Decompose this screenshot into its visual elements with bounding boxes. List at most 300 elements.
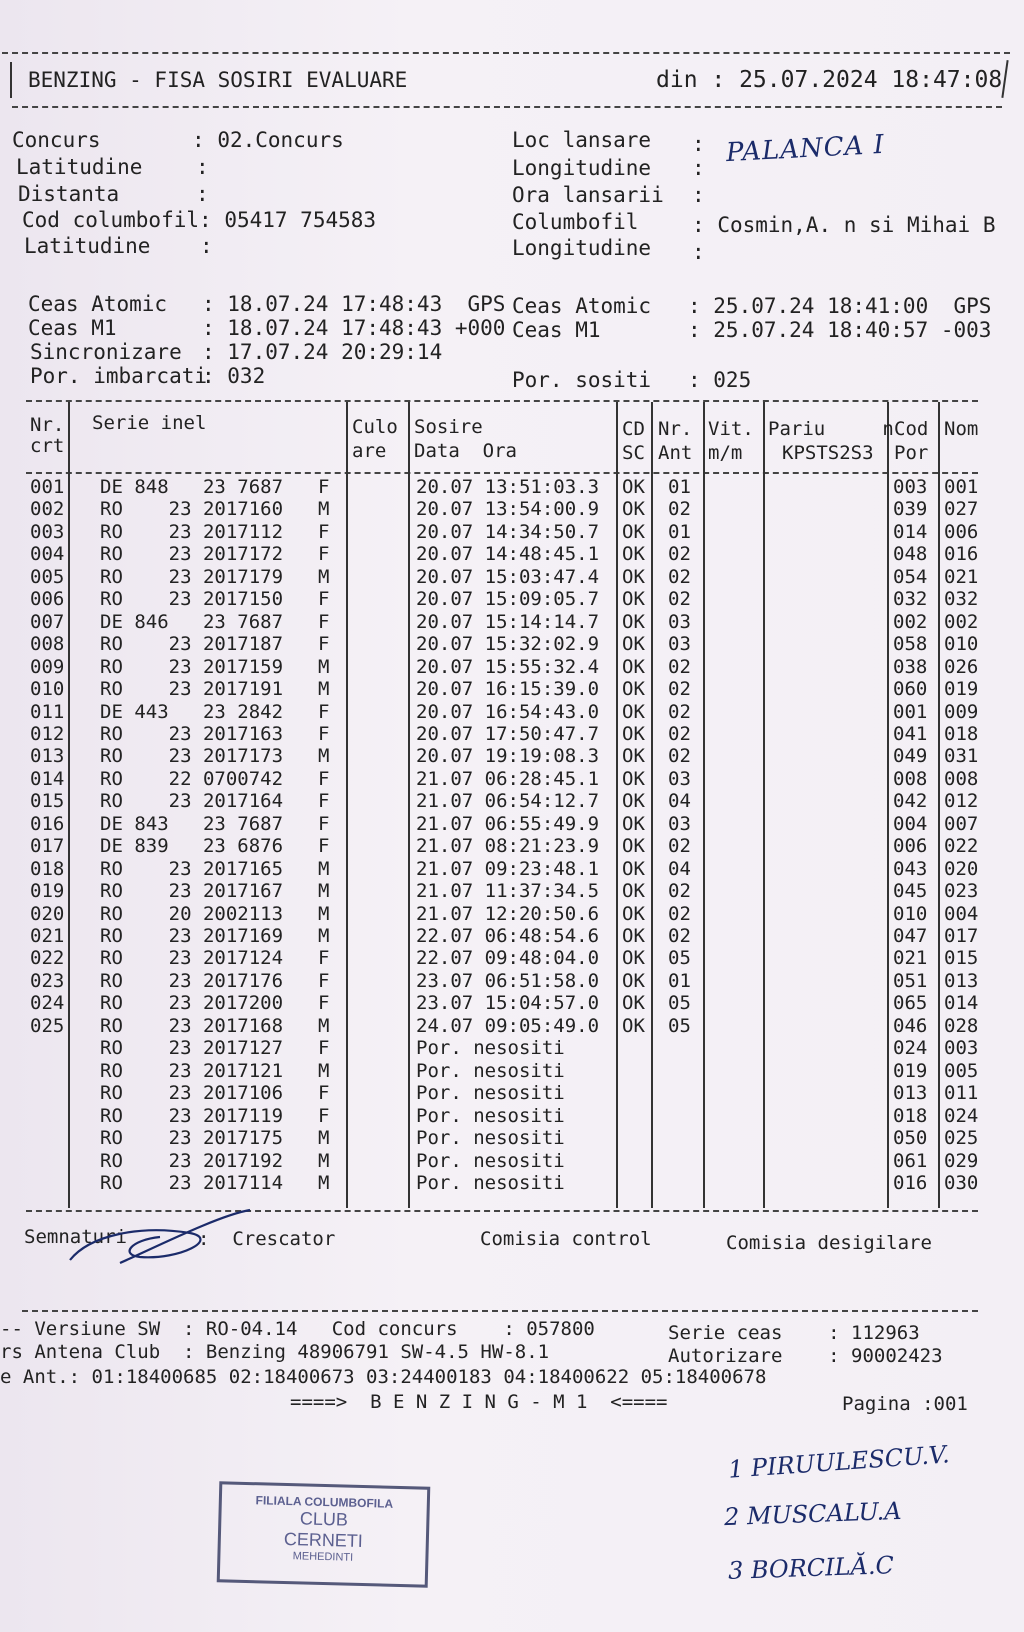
cell-ring: RO 23 2017168 xyxy=(100,1014,284,1037)
cell-cod: 048 xyxy=(893,543,928,566)
cell-sex: M xyxy=(318,1014,330,1037)
th-ant: Ant xyxy=(658,442,693,464)
cell-sex: F xyxy=(318,1037,330,1060)
cell-sex: F xyxy=(318,790,330,813)
cell-ring: RO 22 0700742 xyxy=(100,767,284,790)
cell-nr: 002 xyxy=(30,498,65,521)
cell-nr: 009 xyxy=(30,655,65,678)
info-label-ora-lansarii: Ora lansarii xyxy=(512,183,664,207)
cell-cd: OK xyxy=(622,610,645,633)
table-row xyxy=(0,947,1000,970)
cell-cd: OK xyxy=(622,947,645,970)
cell-nr: 018 xyxy=(30,857,65,880)
cell-arrival: 20.07 19:19:08.3 xyxy=(416,745,600,768)
cell-nom: 012 xyxy=(944,790,979,813)
cell-cod: 019 xyxy=(893,1059,928,1082)
club-stamp xyxy=(217,1481,431,1587)
cell-sex: F xyxy=(318,476,330,498)
info-value-columbofil: : Cosmin,A. n si Mihai B xyxy=(692,213,996,237)
cell-sex: F xyxy=(318,722,330,745)
cell-cd: OK xyxy=(622,588,645,611)
cell-cod: 003 xyxy=(893,476,928,498)
cell-ant: 02 xyxy=(668,700,691,723)
cell-arrival: 21.07 09:23:48.1 xyxy=(416,857,600,880)
info-label-longitudine-2: Longitudine xyxy=(512,236,652,260)
cell-cod: 038 xyxy=(893,655,928,678)
cell-arrival: 20.07 15:32:02.9 xyxy=(416,633,600,656)
cell-nom: 023 xyxy=(944,880,979,903)
cell-arrival: 20.07 14:34:50.7 xyxy=(416,520,600,543)
cell-nr: 008 xyxy=(30,633,65,656)
cell-ring: RO 23 2017164 xyxy=(100,790,284,813)
cell-nom: 029 xyxy=(944,1149,979,1172)
cell-nom: 003 xyxy=(944,1037,979,1060)
cell-cd: OK xyxy=(622,767,645,790)
info-label-latitudine: Latitudine xyxy=(16,155,143,179)
cell-cod: 050 xyxy=(893,1127,928,1150)
cell-sex: F xyxy=(318,947,330,970)
cell-cod: 061 xyxy=(893,1149,928,1172)
clock-right-label-ceas-m1: Ceas M1 xyxy=(512,318,601,342)
info-sep-longitudine: : xyxy=(692,156,705,180)
cell-nom: 011 xyxy=(944,1082,979,1105)
cell-ring: DE 846 23 7687 xyxy=(100,610,284,633)
info-label-distanta: Distanta xyxy=(18,182,120,206)
cell-ant: 02 xyxy=(668,835,691,858)
info-label-concurs: Concurs xyxy=(12,128,101,152)
table-row xyxy=(0,498,1000,521)
cell-cod: 032 xyxy=(893,588,928,611)
footer-version: -- Versiune SW : RO-04.14 Cod concurs : 057800 xyxy=(0,1318,595,1340)
table-top-rule xyxy=(26,400,978,402)
cell-cod: 046 xyxy=(893,1014,928,1037)
th-sosire: Sosire xyxy=(414,416,483,438)
cell-sex: M xyxy=(318,880,330,903)
cell-ant: 02 xyxy=(668,722,691,745)
th-kpsts: KPSTS2S3 xyxy=(782,442,874,464)
th-vit: Vit. xyxy=(708,418,754,440)
top-rule xyxy=(2,52,1010,54)
cell-nom: 026 xyxy=(944,655,979,678)
table-row xyxy=(0,1015,1000,1038)
clock-label-sincronizare: Sincronizare xyxy=(30,340,182,364)
cell-arrival: 21.07 12:20:50.6 xyxy=(416,902,600,925)
clock-label-ceas-m1: Ceas M1 xyxy=(28,316,117,340)
cell-sex: F xyxy=(318,633,330,656)
cell-arrival: Por. nesositi xyxy=(416,1127,565,1150)
cell-cd: OK xyxy=(622,745,645,768)
cell-nom: 001 xyxy=(944,476,979,498)
cell-cd: OK xyxy=(622,633,645,656)
cell-ant: 02 xyxy=(668,902,691,925)
table-row xyxy=(0,1127,1000,1150)
table-row xyxy=(0,543,1000,566)
cell-ring: RO 23 2017127 xyxy=(100,1037,284,1060)
cell-nom: 005 xyxy=(944,1059,979,1082)
info-label-cod-columbofil: Cod columbofil: 05417 754583 xyxy=(22,208,377,232)
info-label-loc-lansare: Loc lansare xyxy=(512,128,652,152)
cell-cd: OK xyxy=(622,543,645,566)
th-mm: m/m xyxy=(708,442,743,464)
header-right-bar xyxy=(1001,60,1008,98)
th-crt: crt xyxy=(30,435,65,457)
table-row xyxy=(0,925,1000,948)
cell-nom: 031 xyxy=(944,745,979,768)
table-row xyxy=(0,1082,1000,1105)
cell-nom: 025 xyxy=(944,1127,979,1150)
cell-ant: 02 xyxy=(668,498,691,521)
cell-sex: F xyxy=(318,1082,330,1105)
table-row xyxy=(0,768,1000,791)
cell-arrival: 20.07 15:55:32.4 xyxy=(416,655,600,678)
cell-nr: 025 xyxy=(30,1014,65,1037)
cell-arrival: 20.07 14:48:45.1 xyxy=(416,543,600,566)
cell-nom: 010 xyxy=(944,633,979,656)
th-serie-inel: Serie inel xyxy=(92,412,207,434)
cell-cd: OK xyxy=(622,565,645,588)
handwritten-name-1: 1 PIRUULESCU.V. xyxy=(727,1440,951,1484)
info-label-longitudine: Longitudine xyxy=(512,156,652,180)
cell-ant: 02 xyxy=(668,588,691,611)
table-row xyxy=(0,835,1000,858)
cell-ring: RO 23 2017160 xyxy=(100,498,284,521)
cell-nom: 030 xyxy=(944,1171,979,1194)
info-label-columbofil: Columbofil xyxy=(512,210,639,234)
cell-nr: 024 xyxy=(30,992,65,1015)
cell-ant: 01 xyxy=(668,476,691,498)
info-sep-latitudine-2: : xyxy=(200,234,213,258)
cell-arrival: Por. nesositi xyxy=(416,1082,565,1105)
cell-ant: 05 xyxy=(668,992,691,1015)
cell-nom: 032 xyxy=(944,588,979,611)
cell-nom: 027 xyxy=(944,498,979,521)
clock-value-ceas-atomic: : 18.07.24 17:48:43 GPS xyxy=(202,292,506,316)
cell-sex: M xyxy=(318,565,330,588)
cell-sex: F xyxy=(318,812,330,835)
cell-arrival: 20.07 16:15:39.0 xyxy=(416,678,600,701)
table-row xyxy=(0,1150,1000,1173)
cell-sex: M xyxy=(318,678,330,701)
cell-arrival: 21.07 08:21:23.9 xyxy=(416,835,600,858)
signature-comisia-desigilare: Comisia desigilare xyxy=(726,1232,932,1254)
info-sep-distanta: : xyxy=(196,182,209,206)
cell-arrival: 20.07 15:09:05.7 xyxy=(416,588,600,611)
table-body xyxy=(0,476,1000,1210)
cell-ring: RO 23 2017187 xyxy=(100,633,284,656)
clock-right-value-por-sositi: : 025 xyxy=(688,368,752,392)
table-row xyxy=(0,745,1000,768)
footer-antena: rs Antena Club : Benzing 48906791 SW-4.5 HW-8.1 xyxy=(0,1341,550,1363)
cell-sex: M xyxy=(318,498,330,521)
cell-ant: 02 xyxy=(668,880,691,903)
cell-nr: 023 xyxy=(30,969,65,992)
signatures-label: Semnaturi xyxy=(24,1226,127,1248)
cell-cod: 045 xyxy=(893,880,928,903)
cell-ant: 04 xyxy=(668,790,691,813)
cell-sex: F xyxy=(318,1104,330,1127)
cell-sex: M xyxy=(318,902,330,925)
handwritten-signature xyxy=(60,1205,260,1275)
header-bottom-rule xyxy=(12,106,1002,108)
cell-nom: 021 xyxy=(944,565,979,588)
cell-nom: 020 xyxy=(944,857,979,880)
cell-nom: 008 xyxy=(944,767,979,790)
cell-arrival: Por. nesositi xyxy=(416,1037,565,1060)
cell-cd: OK xyxy=(622,678,645,701)
cell-ant: 02 xyxy=(668,745,691,768)
cell-nom: 019 xyxy=(944,678,979,701)
cell-arrival: 23.07 15:04:57.0 xyxy=(416,992,600,1015)
cell-cod: 042 xyxy=(893,790,928,813)
cell-ant: 03 xyxy=(668,610,691,633)
cell-cd: OK xyxy=(622,1014,645,1037)
page-title: BENZING - FISA SOSIRI EVALUARE xyxy=(28,68,408,92)
stamp-line-2: CLUB xyxy=(299,1508,349,1530)
cell-ant: 02 xyxy=(668,655,691,678)
cell-nr: 022 xyxy=(30,947,65,970)
cell-sex: F xyxy=(318,767,330,790)
table-row xyxy=(0,566,1000,589)
cell-arrival: 21.07 06:54:12.7 xyxy=(416,790,600,813)
cell-nr: 007 xyxy=(30,610,65,633)
cell-nom: 006 xyxy=(944,520,979,543)
table-row xyxy=(0,723,1000,746)
cell-ant: 03 xyxy=(668,767,691,790)
cell-cod: 014 xyxy=(893,520,928,543)
cell-arrival: 21.07 06:55:49.9 xyxy=(416,812,600,835)
cell-nr: 004 xyxy=(30,543,65,566)
info-sep-latitudine: : xyxy=(196,155,209,179)
cell-ring: RO 23 2017114 xyxy=(100,1171,284,1194)
clock-value-por-imbarcati: : 032 xyxy=(202,364,266,388)
cell-ring: RO 23 2017169 xyxy=(100,925,284,947)
cell-nr: 013 xyxy=(30,745,65,768)
cell-cd: OK xyxy=(622,992,645,1015)
cell-arrival: 21.07 06:28:45.1 xyxy=(416,767,600,790)
cell-cod: 039 xyxy=(893,498,928,521)
cell-arrival: Por. nesositi xyxy=(416,1171,565,1194)
info-sep-loc-lansare: : xyxy=(692,132,705,156)
table-row xyxy=(0,903,1000,926)
table-header-rule xyxy=(26,472,978,474)
cell-nom: 004 xyxy=(944,902,979,925)
cell-cod: 006 xyxy=(893,835,928,858)
clock-right-value-ceas-atomic: : 25.07.24 18:41:00 GPS xyxy=(688,294,992,318)
info-value-concurs: : 02.Concurs xyxy=(192,128,344,152)
table-row xyxy=(0,790,1000,813)
cell-arrival: 20.07 15:14:14.7 xyxy=(416,610,600,633)
cell-nr: 011 xyxy=(30,700,65,723)
th-nr: Nr. xyxy=(30,414,65,436)
cell-cd: OK xyxy=(622,969,645,992)
cell-cod: 018 xyxy=(893,1104,928,1127)
cell-cod: 047 xyxy=(893,925,928,947)
cell-nom: 022 xyxy=(944,835,979,858)
cell-cd: OK xyxy=(622,722,645,745)
cell-cod: 058 xyxy=(893,633,928,656)
cell-cod: 043 xyxy=(893,857,928,880)
cell-cod: 054 xyxy=(893,565,928,588)
cell-sex: F xyxy=(318,543,330,566)
cell-arrival: 22.07 06:48:54.6 xyxy=(416,925,600,947)
cell-cd: OK xyxy=(622,476,645,498)
cell-cd: OK xyxy=(622,520,645,543)
cell-nom: 007 xyxy=(944,812,979,835)
th-pariu: Pariu n xyxy=(768,418,894,440)
cell-ring: DE 839 23 6876 xyxy=(100,835,284,858)
cell-ant: 01 xyxy=(668,969,691,992)
cell-cd: OK xyxy=(622,655,645,678)
stamp-line-3: CERNETI xyxy=(283,1528,364,1552)
cell-nr: 017 xyxy=(30,835,65,858)
cell-sex: M xyxy=(318,1171,330,1194)
cell-nr: 019 xyxy=(30,880,65,903)
table-row xyxy=(0,1060,1000,1083)
cell-cod: 060 xyxy=(893,678,928,701)
cell-sex: M xyxy=(318,857,330,880)
cell-arrival: 21.07 11:37:34.5 xyxy=(416,880,600,903)
cell-nom: 002 xyxy=(944,610,979,633)
cell-nom: 013 xyxy=(944,969,979,992)
table-row xyxy=(0,1037,1000,1060)
cell-cod: 049 xyxy=(893,745,928,768)
signature-crescator: : Crescator xyxy=(198,1228,336,1250)
th-data-ora: Data Ora xyxy=(414,440,517,462)
cell-sex: M xyxy=(318,745,330,768)
footer-autorizare: Autorizare : 90002423 xyxy=(668,1345,943,1367)
signature-comisia-control: Comisia control xyxy=(480,1228,652,1250)
cell-ring: RO 23 2017119 xyxy=(100,1104,284,1127)
cell-ring: RO 23 2017121 xyxy=(100,1059,284,1082)
cell-sex: F xyxy=(318,992,330,1015)
cell-cod: 021 xyxy=(893,947,928,970)
table-row xyxy=(0,656,1000,679)
table-row xyxy=(0,476,1000,499)
cell-sex: M xyxy=(318,1127,330,1150)
clock-value-sincronizare: : 17.07.24 20:29:14 xyxy=(202,340,443,364)
cell-sex: M xyxy=(318,655,330,678)
cell-cod: 016 xyxy=(893,1171,928,1194)
cell-nom: 016 xyxy=(944,543,979,566)
cell-nom: 028 xyxy=(944,1014,979,1037)
cell-cod: 041 xyxy=(893,722,928,745)
table-row xyxy=(0,611,1000,634)
cell-arrival: 20.07 15:03:47.4 xyxy=(416,565,600,588)
cell-arrival: Por. nesositi xyxy=(416,1059,565,1082)
cell-cod: 008 xyxy=(893,767,928,790)
cell-ring: RO 23 2017172 xyxy=(100,543,284,566)
cell-cod: 001 xyxy=(893,700,928,723)
cell-arrival: 24.07 09:05:49.0 xyxy=(416,1014,600,1037)
cell-nr: 006 xyxy=(30,588,65,611)
cell-ring: RO 23 2017176 xyxy=(100,969,284,992)
cell-nr: 003 xyxy=(30,520,65,543)
table-row xyxy=(0,678,1000,701)
cell-ant: 02 xyxy=(668,925,691,947)
table-row xyxy=(0,880,1000,903)
cell-cd: OK xyxy=(622,880,645,903)
footer-banner: ====> B E N Z I N G - M 1 <==== xyxy=(290,1391,668,1413)
cell-ring: RO 23 2017124 xyxy=(100,947,284,970)
table-row xyxy=(0,1172,1000,1195)
table-row xyxy=(0,521,1000,544)
cell-nom: 015 xyxy=(944,947,979,970)
footer-rule xyxy=(22,1310,978,1312)
cell-sex: F xyxy=(318,610,330,633)
cell-nr: 021 xyxy=(30,925,65,947)
cell-nom: 009 xyxy=(944,700,979,723)
cell-nom: 018 xyxy=(944,722,979,745)
clock-label-ceas-atomic: Ceas Atomic xyxy=(28,292,168,316)
cell-ring: RO 23 2017179 xyxy=(100,565,284,588)
cell-cd: OK xyxy=(622,835,645,858)
cell-arrival: 23.07 06:51:58.0 xyxy=(416,969,600,992)
cell-cd: OK xyxy=(622,812,645,835)
table-row xyxy=(0,588,1000,611)
table-row xyxy=(0,813,1000,836)
th-nr-ant: Nr. xyxy=(658,418,693,440)
cell-cd: OK xyxy=(622,857,645,880)
info-sep-ora-lansarii: : xyxy=(692,183,705,207)
stamp-line-1: FILIALA COLUMBOFILA xyxy=(255,1493,394,1511)
cell-ring: RO 23 2017159 xyxy=(100,655,284,678)
cell-ant: 03 xyxy=(668,633,691,656)
cell-ring: RO 23 2017173 xyxy=(100,745,284,768)
cell-ring: DE 843 23 7687 xyxy=(100,812,284,835)
th-cod: Cod xyxy=(894,418,929,440)
cell-ring: RO 23 2017191 xyxy=(100,678,284,701)
cell-ring: DE 443 23 2842 xyxy=(100,700,284,723)
cell-nr: 012 xyxy=(30,722,65,745)
cell-nr: 014 xyxy=(30,767,65,790)
th-cd: CD xyxy=(622,418,645,440)
handwritten-location: PALANCA I xyxy=(725,129,886,169)
cell-arrival: Por. nesositi xyxy=(416,1104,565,1127)
table-row xyxy=(0,858,1000,881)
header-left-bar xyxy=(10,62,12,98)
cell-arrival: 20.07 17:50:47.7 xyxy=(416,722,600,745)
cell-cod: 013 xyxy=(893,1082,928,1105)
cell-cd: OK xyxy=(622,902,645,925)
cell-ring: RO 23 2017163 xyxy=(100,722,284,745)
table-row xyxy=(0,1105,1000,1128)
cell-sex: M xyxy=(318,925,330,947)
cell-ant: 02 xyxy=(668,543,691,566)
clock-value-ceas-m1: : 18.07.24 17:48:43 +000 xyxy=(202,316,506,340)
cell-sex: F xyxy=(318,520,330,543)
cell-arrival: Por. nesositi xyxy=(416,1149,565,1172)
handwritten-name-2: 2 MUSCALU.A xyxy=(723,1496,902,1532)
cell-nom: 014 xyxy=(944,992,979,1015)
clock-label-por-imbarcati: Por. imbarcati xyxy=(30,364,208,388)
cell-nr: 001 xyxy=(30,476,65,498)
cell-sex: F xyxy=(318,700,330,723)
cell-arrival: 20.07 13:51:03.3 xyxy=(416,476,600,498)
cell-sex: M xyxy=(318,1059,330,1082)
th-por: Por xyxy=(894,442,929,464)
cell-cod: 002 xyxy=(893,610,928,633)
cell-cod: 010 xyxy=(893,902,928,925)
cell-ring: RO 23 2017167 xyxy=(100,880,284,903)
clock-right-value-ceas-m1: : 25.07.24 18:40:57 -003 xyxy=(688,318,992,342)
cell-ant: 02 xyxy=(668,565,691,588)
info-label-latitudine-2: Latitudine xyxy=(24,234,151,258)
cell-cd: OK xyxy=(622,925,645,947)
th-culoare-bottom: are xyxy=(352,440,387,462)
cell-ring: RO 20 2002113 xyxy=(100,902,284,925)
cell-ring: RO 23 2017192 xyxy=(100,1149,284,1172)
cell-ring: RO 23 2017175 xyxy=(100,1127,284,1150)
